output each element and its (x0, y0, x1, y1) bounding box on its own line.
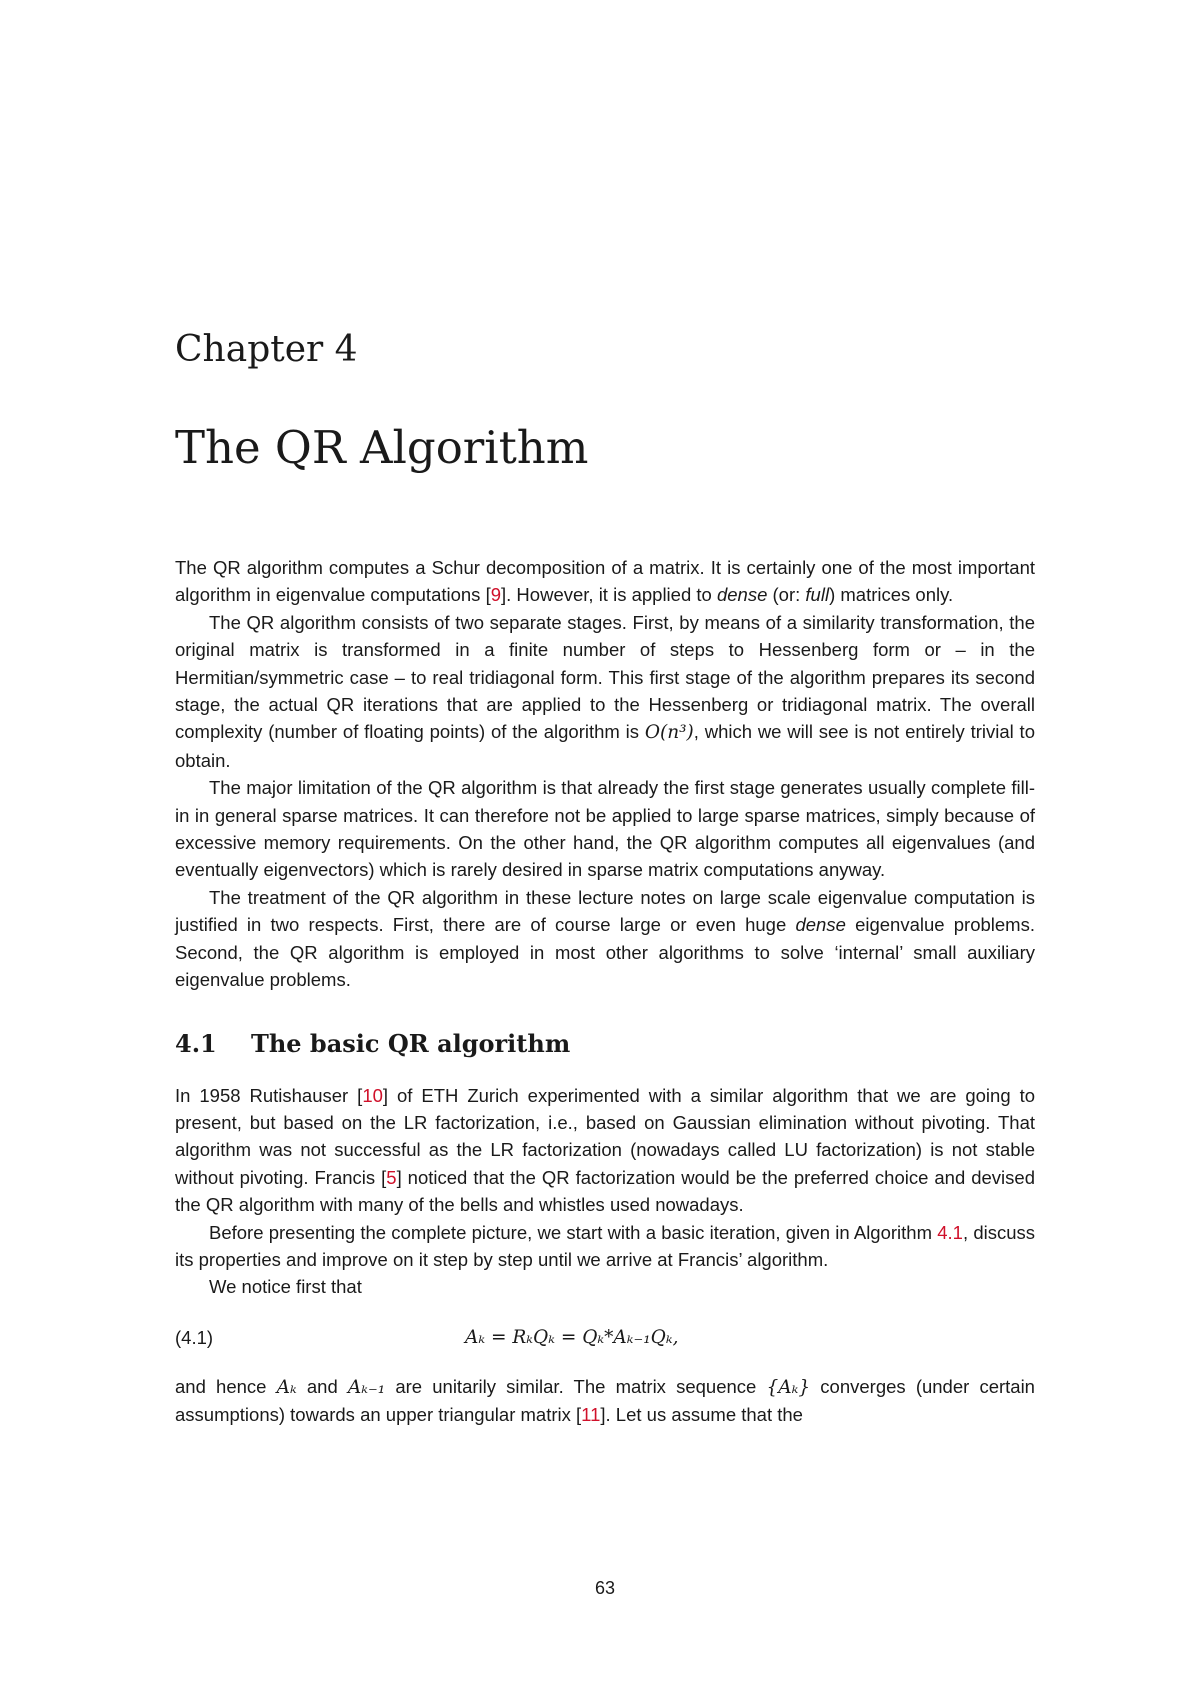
text-run: ) matrices only. (829, 584, 954, 606)
text-run: converges (under certain assumptions) towards an upper triangular matrix [ (175, 1375, 1035, 1426)
citation-link[interactable]: 11 (581, 1404, 601, 1426)
section-paragraph-2 (175, 1219, 1035, 1274)
text-run: ]. However, it is applied to (501, 584, 717, 606)
equation-label: (4.1) (175, 1326, 214, 1348)
text-run: are unitarily similar. The matrix sequence (385, 1375, 767, 1397)
text-run: (or: (767, 584, 806, 606)
intro-paragraph-1 (175, 554, 1035, 609)
page-number: 63 (594, 1578, 616, 1598)
citation-link[interactable]: 9 (490, 584, 502, 606)
emphasis: dense (716, 584, 768, 606)
text-run: The QR algorithm consists of two separate stages. First, by means of a similarity transformation, the original matrix is transformed in a finite number of steps to Hessenberg form or – in the Hermitian/symmetric case – to real tridiagonal form. This first stage of the algorithm prepares its second stage, the actual QR iterations that are applied to the Hessenberg or tridiagonal matrix. The overall complexity (number of floating points) of the algorithm is (175, 611, 1035, 743)
chapter-label: Chapter 4 (175, 329, 358, 370)
section-heading (175, 1028, 1035, 1060)
section-title: The basic QR algorithm (251, 1028, 571, 1058)
text-run: The treatment of the QR algorithm in these lecture notes on large scale eigenvalue computation is justified in two respects. First, there are of course large or even huge (175, 886, 1035, 936)
section-paragraph-3: We notice first that (209, 1276, 362, 1298)
math-inline: Aₖ₋₁ (347, 1376, 386, 1398)
emphasis: dense (795, 914, 846, 936)
text-run: , which we will see is not entirely trivial to obtain. (175, 721, 1035, 771)
equation-body: Aₖ = RₖQₖ = Qₖ*Aₖ₋₁Qₖ, (465, 1326, 679, 1348)
equation-4-1 (175, 1315, 1035, 1361)
text-run: ]. Let us assume that the (600, 1404, 803, 1426)
text-run: The QR algorithm computes a Schur decomposition of a matrix. It is certainly one of the most important algorithm in eigenvalue computations [ (175, 557, 1035, 606)
page (175, 0, 1035, 1698)
section-paragraph-4 (175, 1373, 1035, 1429)
text-run: eigenvalue problems. Second, the QR algorithm is employed in most other algorithms to solve ‘internal’ small auxiliary eigenvalue problems. (175, 914, 1035, 991)
algorithm-reference-link[interactable]: 4.1 (937, 1221, 963, 1243)
text-run: and (296, 1375, 348, 1397)
intro-paragraph-3: The major limitation of the QR algorithm is that already the first stage generates usually complete fill-in in general sparse matrices. It can therefore not be applied to large sparse matrices, simply because of excessive memory requirements. On the other hand, the QR algorithm computes all eigenvalues (and eventually eigenvectors) which is rarely desired in sparse matrix computations anyway. (175, 777, 1035, 881)
text-run: , discuss its properties and improve on it step by step until we arrive at Francis’ algorithm. (175, 1221, 1036, 1270)
citation-link[interactable]: 5 (386, 1166, 397, 1188)
chapter-title: The QR Algorithm (175, 421, 589, 474)
section-number: 4.1 (175, 1028, 217, 1058)
text-run: ] noticed that the QR factorization would be the preferred choice and devised the QR algorithm with many of the bells and whistles used nowadays. (175, 1166, 1035, 1216)
text-run: Before presenting the complete picture, we start with a basic iteration, given in Algorithm (209, 1221, 938, 1243)
text-run: ] of ETH Zurich experimented with a similar algorithm that we are going to present, but based on the LR factorization, i.e., based on Gaussian elimination without pivoting. That algorithm was not successful as the LR factorization (nowadays called LU factorization) is not stable without pivoting. Francis [ (175, 1084, 1035, 1188)
math-inline: Aₖ (276, 1376, 297, 1398)
text-run: and hence (175, 1375, 277, 1397)
math-inline: {Aₖ} (766, 1376, 811, 1398)
intro-paragraph-4 (175, 884, 1035, 994)
text-run: In 1958 Rutishauser [ (175, 1084, 363, 1106)
emphasis: full (805, 584, 830, 606)
body-text (175, 554, 1035, 1429)
citation-link[interactable]: 10 (362, 1084, 383, 1106)
math-complexity: O(n³) (644, 722, 694, 744)
section-paragraph-1 (175, 1082, 1035, 1219)
intro-paragraph-2 (175, 609, 1035, 774)
